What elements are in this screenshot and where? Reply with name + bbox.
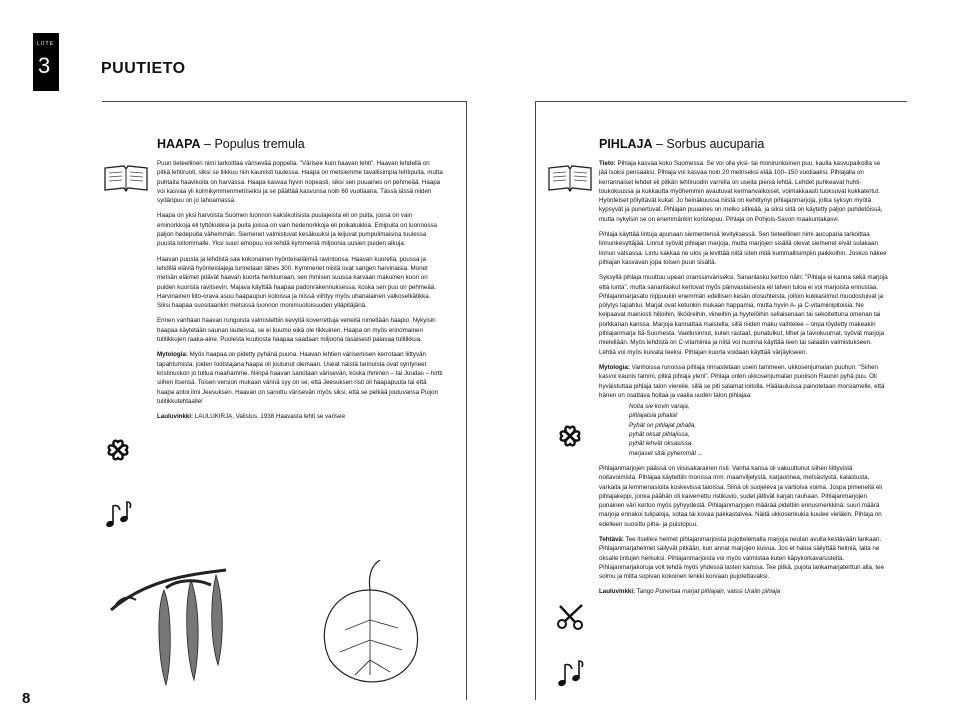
pihlaja-text <box>599 159 889 603</box>
book-icon <box>103 163 149 198</box>
mythology-text: Vanhoissa runoissa pihlaja rinnastetaan usein tammeen, ukkosenjumalan puuhun: "Siihen kasvoi kaunis tammi, pitkä pihlaja yleni". Pihlaja onkin ukkosenjumalan puolison Raunin pyhä puu. Oli hyväistuttaa pihlaja talon viereile, sillä se piti salamat loitolla. Häälauluissa painotetaan morsiamelle, että hänen on osattava hoitaa ja vaalia uuden talon pihlajaa: <box>599 363 885 399</box>
song-label: Lauluvinkki: <box>599 588 636 596</box>
poem-line: pihlajaisia pihalla! <box>629 412 678 420</box>
haapa-paragraph: Ennen vanhaan haavan rungoista valmistettiin kevyitä koverrettuja veneitä nimeltään haapio. Nykyisin haapaa käytetään saunan lauteissa, se ei kuumu eikä ole tikkuinen. Haapa on myös erinomainen tulitikkujen raaka-aine. Puolesta kuutiosta haapaa saadaan miljoona tasaisesti palavaa tulitikkua. <box>157 317 436 344</box>
pihlaja-paragraph: Syksyllä pihlaja muuttuu upean oranssinväriseksi. Sananlasku kertoo näin: "Pihlaja ei kanna sekä marjoja että lunta", mutta sananlaskut kertovat myös päinvastaisesta eli talven tuloa ei voi marjoista ennustaa. Pihlajanmarjasato riippuukin enemmän edellisen kesän olosuhteista, jolloin kukkasilmut muodostuivat ja pölytys tapahtui. Marjat ovat ketunkin mukaan happamia, mutta hyvin A- ja C-vitamiinipitoisia. Ne kelpaavat mainiosti hilloihin, likööreihin, viineihin ja hyytelöihin sellaisenaan tai sekoitettuna omenan tai porkkanan kanssa. Marjoja kannattaa maistella, sillä niiden maku vaihtelee – onpa löydetty makeakin pihlajanmarja Itä-Suomesta. Vaellusinnut, kuten rastaat, punatulkut, tilhet ja taviokuurnat, syövät marjoja mielellään. Myös lehdistä on C-vitamiinia ja niitä voi nuorina käyttää teen tai salaatin valmistukseen. Lehtiä voi myös kuivata teeksi. Pihlajan kuorta voidaan käyttää värjäykseen. <box>599 274 888 356</box>
scissors-icon <box>556 602 586 635</box>
appendix-tab <box>33 33 59 91</box>
song-text: , valssi <box>723 588 745 596</box>
song-text: Tango <box>635 588 656 596</box>
poem-line: pyhät lehvät oksasissa, <box>629 440 693 448</box>
haapa-mythology <box>157 350 444 406</box>
mythology-label: Mytologia: <box>157 351 188 359</box>
poem-line: Noita sie kovin varaja, <box>629 403 690 411</box>
task-label: Tehtävä: <box>599 535 624 543</box>
poem-line: marjaset sitäi pyhemmät ... <box>629 449 703 457</box>
info-label: Tieto: <box>599 160 616 167</box>
pihlaja-info <box>599 159 889 224</box>
haapa-paragraph: Haavan puusta ja lehdistä saa kokonainen hyönteiseläimiä ravintonsa. Haavan kuorella, puussa ja lehdillä eläviä hyönteislajeja tunnetaan lähes 300. Kymmenet niistä ovat sangen harvinaisia. Monet metsän eläimet pitävät haavan kuorta herkkunaan, sen ihmisen suussa karvaan makuinen kuori on puiden kuorista ravitsevin. Majava käyttää haapaa padonrakennuksessa, koska sen puu on pehmeää. Harvinainen liito-orava asuu haapaupun koloissa ja niissä viihtyy myös uhanalainen valkoselkätikka. Siksi haapaa suositaankin metsissä luonnon monimuotoisuuden ylläpitäjänä. <box>157 255 436 310</box>
song-title: Punertaa marjat pihlajain <box>655 588 724 596</box>
haapa-name: HAAPA <box>157 137 201 151</box>
haapa-text <box>157 159 444 427</box>
book-icon <box>547 163 593 198</box>
haapa-title: HAAPA – Populus tremula <box>157 137 305 151</box>
pihlaja-title: PIHLAJA – Sorbus aucuparia <box>599 137 765 151</box>
mythology-label: Mytologia: <box>599 363 630 371</box>
poem-line: pyhät oksat pihlajissa, <box>629 431 690 439</box>
pihlaja-task <box>599 535 889 581</box>
info-text: Pihlaja kasvaa koko Suomessa. Se voi olla yksi- tai monirunkoinen puu, kaulla kasvupaikoilla se jää isoksi pensaaksi. Pihlaja voi kasvaa noin 20 metriseksi elää 100–150 vuotiaaksi. Pihlajalla on kerrannaiset lehdet eli pitkän lehtiruodin varrella on useita pieniä lehtiä. Lehdet puhkeavat huhti-toukokuussa ja kukkautta myöhemmin avautuvat kermanvalkoiset, voimakkaasti tuoksuvat kukkatertut. Hyönteiset pölyttävät kukat. Jo heinäkuussa niistä on kehittynyt pihlajanmarjoja, jotka syksyn myötä kypsyvät ja punertuvat. Pihlajan puuaines on melko sitkeää, ja siksi siitä on käytetty paljon puhdetöissä, mutta nykyisin se on enemmänkin koristepuu. Pihlaja on Pohjois-Savon maakuntakasvi. <box>599 160 883 223</box>
aspen-branch-illustration <box>106 550 281 695</box>
ornament-icon <box>104 436 132 469</box>
music-note-icon <box>104 500 132 535</box>
aspen-leaf-illustration <box>310 560 430 705</box>
ornament-icon <box>556 422 584 455</box>
appendix-number: 3 <box>38 53 51 78</box>
pihlaja-name: PIHLAJA <box>599 137 653 151</box>
haapa-latin: Populus tremula <box>214 137 305 151</box>
song-label: Lauluvinkki: <box>157 413 194 421</box>
appendix-label: LIITE <box>37 41 54 47</box>
poem <box>599 402 889 458</box>
pihlaja-paragraph: Pihlajanmarjojen päässä on viisisakarainen risti. Vanha kansa oli vakuuttunut siihen liittyvistä noitavoimista. Pihlajaa käytettiin monissa mm. maanviljelystä, karjaonnea, metsästystä, kalastusta, varkaita ja lemmenasioita koskevissa taioissa. Siinä oli suojeleva ja vartioiva voima. Jospa pimenellä eli pihlajakeppi, jonka päähän oli kaiverrettu ristikuvio, sudet jättivät karjan rauhaan. Pihlajanmarjojen punainen väri kertoo myös pyhyydestä. Pihlajanmarjojen määrää pidettiin ennusmerkkinä: suuri määrä marjoja ennakoi tulipaloja, sotaa tai kovaa pakkastalvea. Näitä ukkosenkukia kuulee vieläkin. Pihlaja on edelleen suosittu piha- ja puistopuu. <box>599 464 883 528</box>
page-title: PUUTIETO <box>101 60 186 77</box>
haapa-song <box>157 412 444 421</box>
song-text: LAULUKIRJA, Valistus. 1938 Haavasta lehti se varisee <box>193 413 346 421</box>
song-title: Uralin pihlaja <box>744 588 781 596</box>
haapa-paragraph: Puun tieteellinen nimi tarkoittaa värisevää poppelia. "Värisee kuin haavan lehti". Haavan lehdellä on pitkä lehtiruoti, siksi se liikkuu niin kauniisti tuulessa. Haapa on metsiemme tavallisimpia lehtipuita, mutta puhtaita haavikoita on harvassa. Haapa kasvaa hyvin nopeasti, siksi sen puuaines on pehmeää. Haapa voi kasvaa yli kolmikymmenmetriseksi ja se päättää kasvunsa noin 60 vuotiaana. Tässä iässä niiden sydänpuu on jo lahoamassa. <box>157 160 443 205</box>
page-number: 8 <box>22 690 31 707</box>
pihlaja-mythology <box>599 363 889 400</box>
haapa-paragraph: Haapa on yksi harvoista Suomen luonnon kaksikotisista puulajeista eli on puita, jossa on vain eminorkkoja eli tyttökukkia ja puita joissa on vain hedenorkkoja eli poikakukkia. Emipuita on luonnossa paljon hedepuita vähemmän. Siemenet valmistuvat kesäkuuksi ja leijuvat pumpulimaisina tuulessa puusta loitommalle. Yksi suuri emopuu voi tehdä kymmeniä miljoonia uusien puiden alkuja. <box>157 212 437 248</box>
music-note-icon <box>556 659 584 694</box>
pihlaja-paragraph: Pihlaja käyttää lintuja apunaan siementensä levityksessä. Sen tieteellinen nimi aucuparia tarkoittaa linnunkesyttäjää. Linnut syövät pihlajan marjoja, mutta marjojen sisällä olevat siemenet eivät sulakaan linnun vatsassa. Lintu kakkaa ne ulos ja levittää niitä siten mitä kummallisimpiin paikkoihin. Joskus näkee pihlajan kasvavan jopa toisen puun sisältä. <box>599 231 887 266</box>
mythology-text: Myös haapaa on pidetty pyhänä puuna. Haavan lehtien värisemisen kerrotaan liittyvän tapahtumista, joiden todistajana haapa oli joutunut olemaan. Useat näistä tarinoista ovat syntyneet kristinuskon jo tultua maahamme. Niinpä haavan sanotaan värisevän, koska ihminen – tai Juudas – hirtti siihen itsensä. Toisen version mukaan värinä syy on se, että Jeesuksen risti oli haapapuuta tai että haapa antoi ilmi Jeesuksen. Haavan on sanottu värisevän myös siksi, että se pelkää joutuvansa Puijon tulitikkutehtaalle! <box>157 351 443 405</box>
task-text: Tee itsellesi helmet pihlajanmarjoista pujottelemalla marjoja neulan avulla kestävään lankaan. Pihlajanmarjahelmet säilyvät pitkään, kun annat marjojen kuivua. Jos et halua säilyttää helmiä, laita ne oksalle lintujen herkuksi. Pihlajanmarjoista voi myös valmistaa kuten käpykorkavarusteita. Pihlajanmarjakoruja voit tehdä myös yhdessä lasten kanssa. Tee pitkä, pujota lankamarjaterttun alla, tee solmu ja mitta sopivan kokoinen lenkki korvaan pujotettavaksi. <box>599 535 885 581</box>
pihlaja-latin: Sorbus aucuparia <box>666 137 765 151</box>
pihlaja-song <box>599 587 889 596</box>
poem-line: Pyhät on pihlajat pihalla, <box>629 421 697 429</box>
